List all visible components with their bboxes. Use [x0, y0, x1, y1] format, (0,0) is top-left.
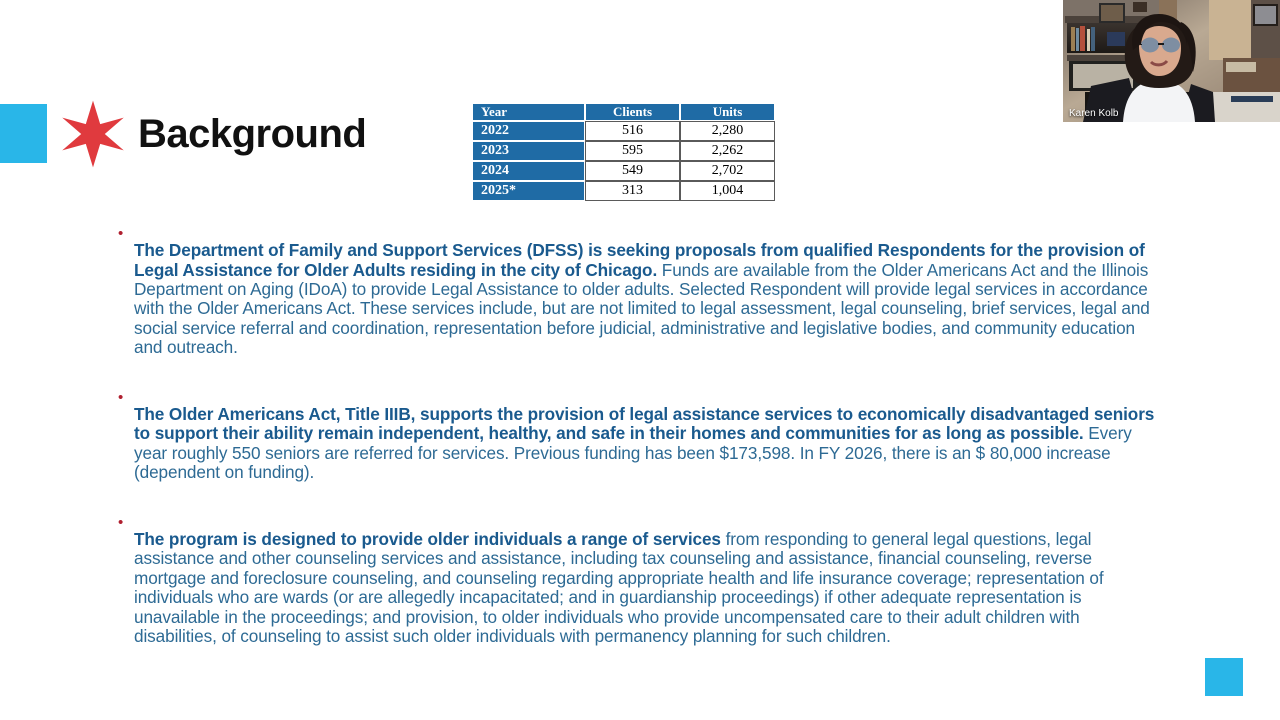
- table-cell-clients: 313: [585, 181, 680, 201]
- slide-title-row: [60, 98, 366, 170]
- page-title: Background: [138, 112, 367, 156]
- slide-body: [118, 224, 1166, 677]
- bullet-paragraph: [134, 405, 1166, 483]
- table-header: [472, 103, 775, 121]
- table-cell-clients: 595: [585, 141, 680, 161]
- decorative-square-left: [0, 104, 47, 163]
- table-header-year: Year: [472, 103, 585, 121]
- video-feed: [1063, 0, 1280, 122]
- table-cell-units: 2,280: [680, 121, 775, 141]
- table-cell-units: 2,702: [680, 161, 775, 181]
- bullet-lead-text: The program is designed to provide older individuals a range of services: [134, 529, 721, 549]
- bullet-paragraph: [134, 241, 1166, 357]
- table-body: [472, 121, 775, 201]
- bullet-marker-icon: •: [118, 513, 124, 531]
- table-row: [472, 141, 775, 161]
- bullet-paragraph: [134, 530, 1166, 646]
- participant-name-label: Karen Kolb: [1069, 108, 1119, 119]
- bullet-item: [118, 513, 1166, 664]
- bullet-marker-icon: •: [118, 388, 124, 406]
- table-row: [472, 121, 775, 141]
- table-header-clients: Clients: [585, 103, 680, 121]
- table-row: [472, 181, 775, 201]
- participant-video-tile[interactable]: [1063, 0, 1280, 122]
- table-cell-clients: 549: [585, 161, 680, 181]
- bullet-rest-text: from responding to general legal questions, legal assistance and other counseling services and assistance, including tax counseling and assistance, financial counseling, reverse mortgage and foreclosure counseling, and counseling regarding appropriate health and life insurance coverage; representation of individuals who are wards (or are allegedly incapacitated; and in guardianship proceedings) if other adequate representation is unavailable in the proceedings; and provision, to older individuals who provide uncompensated care to their adult children with disabilities, of counseling to assist such older individuals with permanency planning for such children.: [134, 529, 1104, 647]
- table-header-row: [472, 103, 775, 121]
- bullet-item: [118, 388, 1166, 500]
- bullet-lead-text: The Older Americans Act, Title IIIB, supports the provision of legal assistance services to economically disadvantaged seniors to support their ability remain independent, healthy, and safe in their homes and communities for as long as possible.: [134, 404, 1155, 444]
- table-row: [472, 161, 775, 181]
- table-cell-year: 2023: [472, 141, 585, 161]
- table-cell-units: 2,262: [680, 141, 775, 161]
- table-cell-clients: 516: [585, 121, 680, 141]
- bullet-item: [118, 224, 1166, 375]
- table-cell-year: 2025*: [472, 181, 585, 201]
- table-cell-year: 2024: [472, 161, 585, 181]
- bullet-rest-text: Every year roughly 550 seniors are referred for services. Previous funding has been $173,598. In FY 2026, there is an $ 80,000 increase (dependent on funding).: [134, 423, 1132, 483]
- table-header-units: Units: [680, 103, 775, 121]
- table-cell-units: 1,004: [680, 181, 775, 201]
- chicago-star-icon: [60, 98, 126, 170]
- decorative-square-bottom-right: [1205, 658, 1243, 696]
- table-cell-year: 2022: [472, 121, 585, 141]
- clients-units-table: [472, 103, 775, 201]
- bullet-lead-text: The Department of Family and Support Services (DFSS) is seeking proposals from qualified Respondents for the provision of Legal Assistance for Older Adults residing in the city of Chicago.: [134, 240, 1145, 280]
- bullet-rest-text: Funds are available from the Older Americans Act and the Illinois Department on Aging (IDoA) to provide Legal Assistance to older adults. Selected Respondent will provide legal services in accordance with the Older Americans Act. These services include, but are not limited to legal assessment, legal counseling, brief services, legal and social service referral and coordination, representation before judicial, administrative and legislative bodies, and community education and outreach.: [134, 259, 1150, 358]
- bullet-marker-icon: •: [118, 225, 124, 242]
